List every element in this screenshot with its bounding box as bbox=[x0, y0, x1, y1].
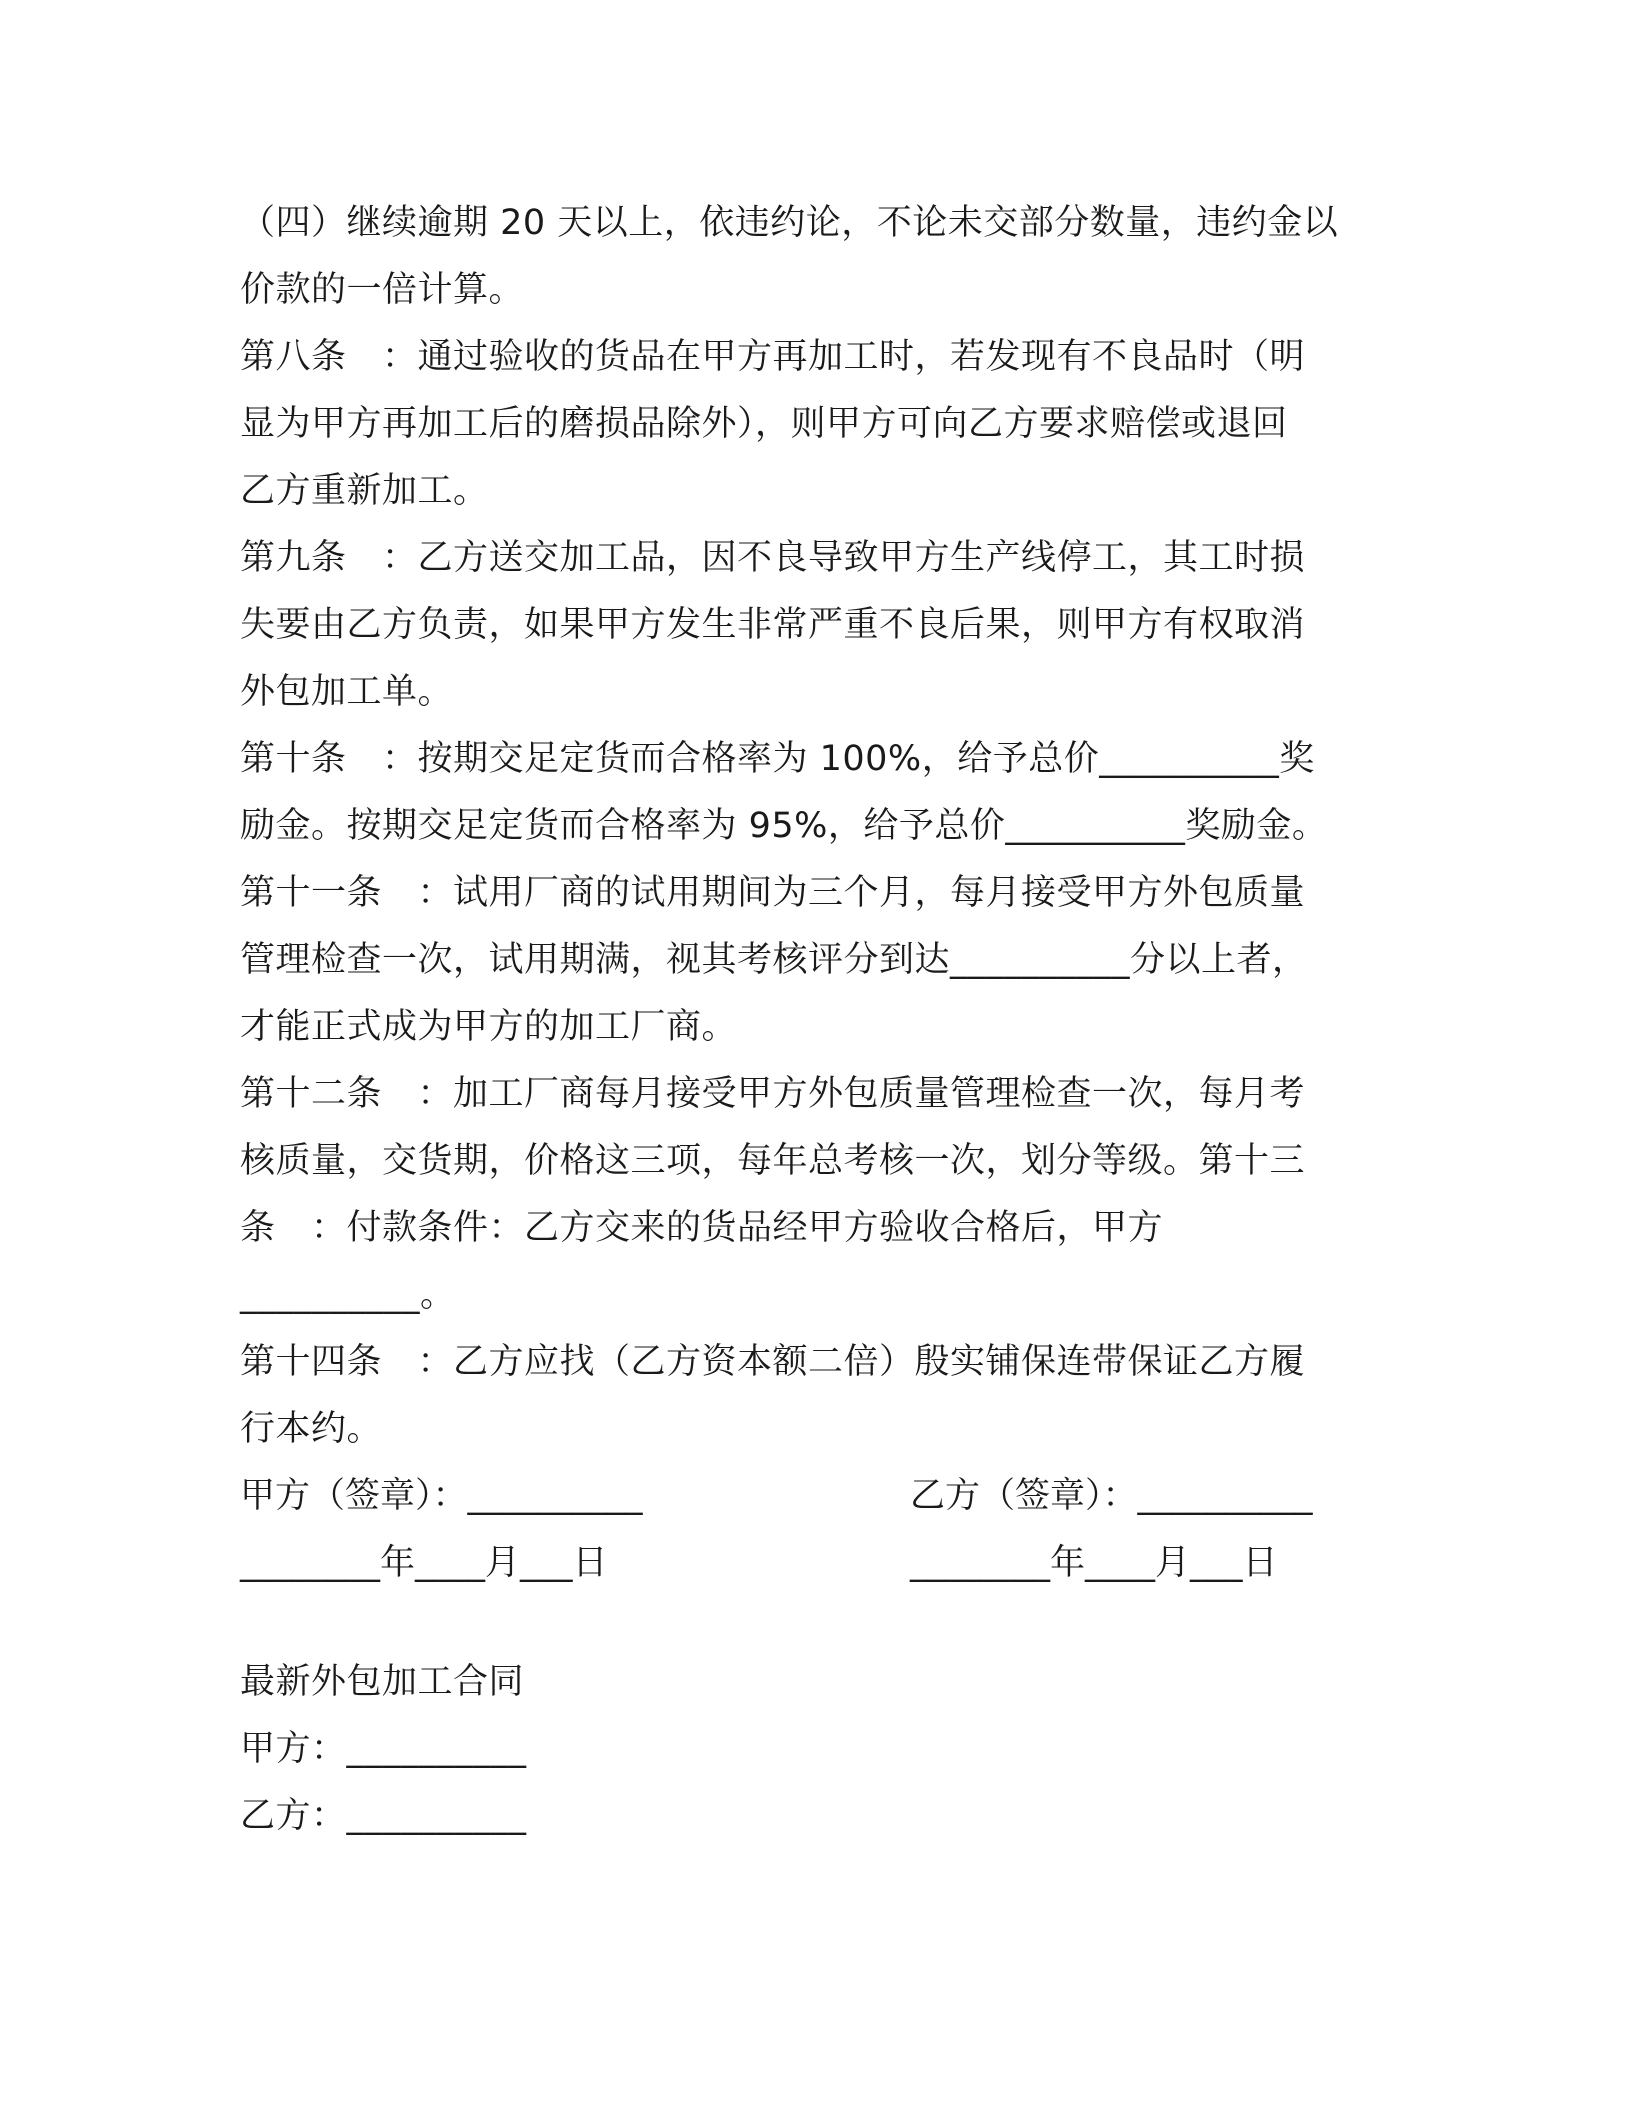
contract-title: 最新外包加工合同 bbox=[240, 1662, 525, 1702]
clause-line: 管理检查一次，试用期满，视其考核评分到达__________分以上者， bbox=[240, 940, 1308, 980]
clause-8-line: 第八条 ：通过验收的货品在甲方再加工时，若发现有不良品时（明 bbox=[240, 337, 1306, 377]
clause-line: 显为甲方再加工后的磨损品除外），则甲方可向乙方要求赔偿或退回 bbox=[240, 404, 1288, 444]
clause-12-line: 第十二条 ：加工厂商每月接受甲方外包质量管理检查一次，每月考 bbox=[240, 1074, 1306, 1114]
clause-line: 乙方重新加工。 bbox=[240, 471, 489, 511]
clause-line: 励金。按期交足定货而合格率为 95%，给予总价__________奖励金。 bbox=[240, 806, 1328, 846]
clause-line: 才能正式成为甲方的加工厂商。 bbox=[240, 1007, 738, 1047]
clause-9-line: 第九条 ：乙方送交加工品，因不良导致甲方生产线停工，其工时损 bbox=[240, 538, 1306, 578]
clause-line: 外包加工单。 bbox=[240, 672, 454, 712]
clause-11-line: 第十一条 ：试用厂商的试用期间为三个月，每月接受甲方外包质量 bbox=[240, 873, 1306, 913]
date-row bbox=[240, 1530, 1400, 1597]
clause-14-line: 第十四条 ：乙方应找（乙方资本额二倍）殷实铺保连带保证乙方履 bbox=[240, 1342, 1306, 1382]
document-page bbox=[240, 190, 1400, 1850]
clause-line: 核质量，交货期，价格这三项，每年总考核一次，划分等级。第十三 bbox=[240, 1141, 1306, 1181]
party-a-date: ________年____月___日 bbox=[240, 1543, 608, 1583]
clause-line: __________。 bbox=[240, 1275, 456, 1315]
clause-13-line: 条 ：付款条件：乙方交来的货品经甲方验收合格后，甲方 bbox=[240, 1208, 1164, 1248]
clause-line: （四）继续逾期 20 天以上，依违约论，不论未交部分数量，违约金以 bbox=[240, 203, 1339, 243]
clause-line: 行本约。 bbox=[240, 1409, 383, 1449]
party-a-line: 甲方：__________ bbox=[240, 1729, 527, 1769]
clause-line: 价款的一倍计算。 bbox=[240, 270, 525, 310]
signature-row bbox=[240, 1463, 1400, 1530]
section-gap bbox=[240, 1597, 1400, 1649]
party-b-line: 乙方：__________ bbox=[240, 1796, 527, 1836]
party-b-date: ________年____月___日 bbox=[910, 1543, 1278, 1583]
clause-10-line: 第十条 ：按期交足定货而合格率为 100%，给予总价__________奖 bbox=[240, 739, 1315, 779]
party-a-signature: 甲方（签章）：__________ bbox=[240, 1476, 643, 1516]
clause-line: 失要由乙方负责，如果甲方发生非常严重不良后果，则甲方有权取消 bbox=[240, 605, 1306, 645]
party-b-signature: 乙方（签章）：__________ bbox=[910, 1476, 1313, 1516]
